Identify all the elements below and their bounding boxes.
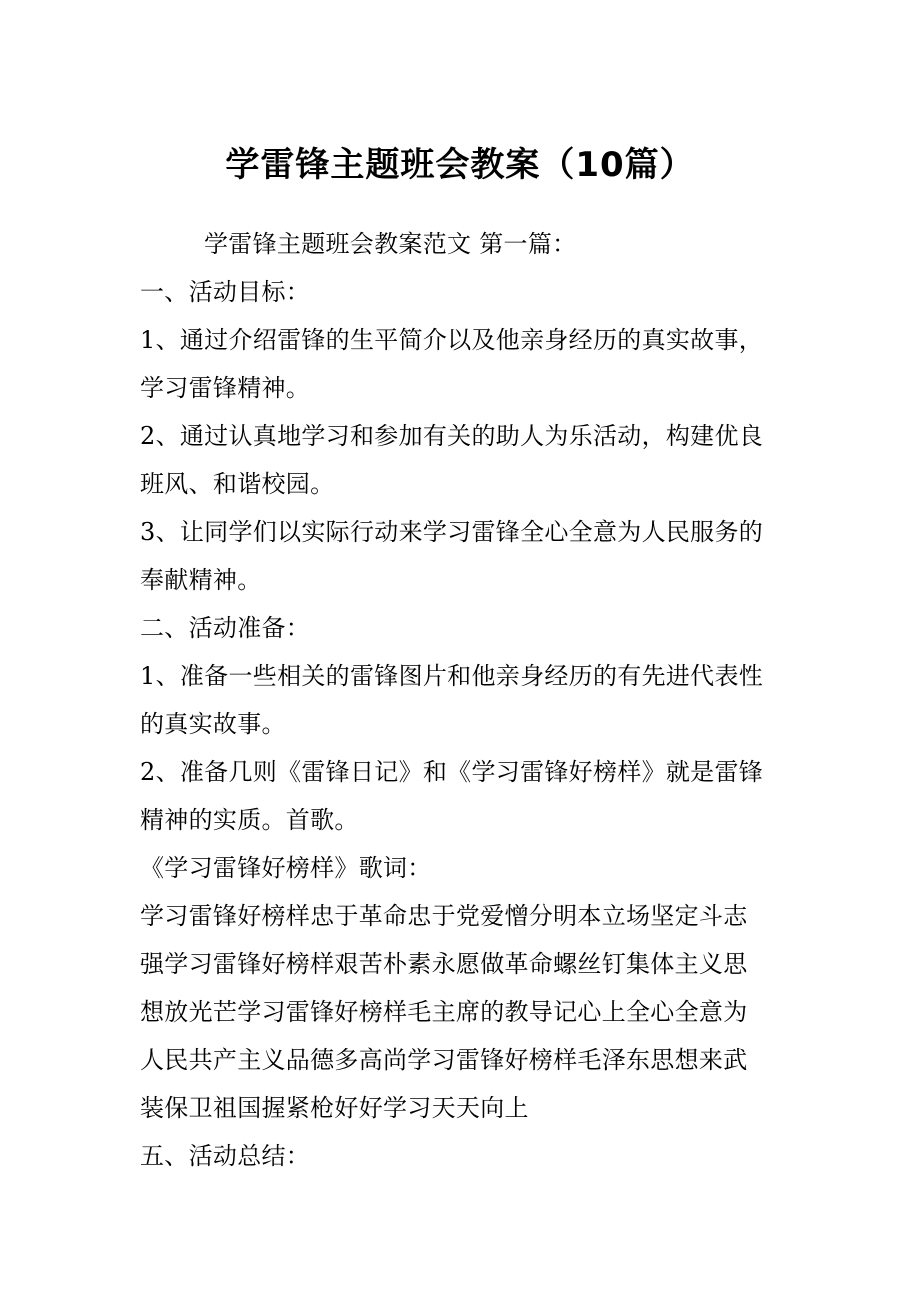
lyrics-line: 学习雷锋好榜样忠于革命忠于党爱憎分明本立场坚定斗志 [140,902,748,930]
text-line: 班风、和谐校园。 [140,470,335,498]
text-line: 学雷锋主题班会教案范文 第一篇： [204,230,577,258]
document-title: 学雷锋主题班会教案（10篇） [225,145,695,185]
text-line: 1、通过介绍雷锋的生平简介以及他亲身经历的真实故事， [140,326,764,354]
text-line: 精神的实质。首歌。 [140,806,359,834]
document-body [140,220,785,1180]
lyrics-line: 想放光芒学习雷锋好榜样毛主席的教导记心上全心全意为 [140,998,748,1026]
text-line: 学习雷锋精神。 [140,374,311,402]
text-line: 2、通过认真地学习和参加有关的助人为乐活动，构建优良 [140,422,764,450]
text-line: 《学习雷锋好榜样》歌词： [140,854,432,882]
section-heading: 一、活动目标： [140,278,311,306]
text-line: 2、准备几则《雷锋日记》和《学习雷锋好榜样》就是雷锋 [140,758,764,786]
section-heading: 五、活动总结： [140,1142,311,1170]
lyrics-line: 人民共产主义品德多高尚学习雷锋好榜样毛泽东思想来武 [140,1046,748,1074]
text-line: 的真实故事。 [140,710,286,738]
text-line: 3、让同学们以实际行动来学习雷锋全心全意为人民服务的 [140,518,764,546]
text-line: 奉献精神。 [140,566,262,594]
text-line: 1、准备一些相关的雷锋图片和他亲身经历的有先进代表性 [140,662,764,690]
lyrics-line: 强学习雷锋好榜样艰苦朴素永愿做革命螺丝钉集体主义思 [140,950,748,978]
lyrics-line: 装保卫祖国握紧枪好好学习天天向上 [140,1094,529,1122]
section-heading: 二、活动准备： [140,614,311,642]
